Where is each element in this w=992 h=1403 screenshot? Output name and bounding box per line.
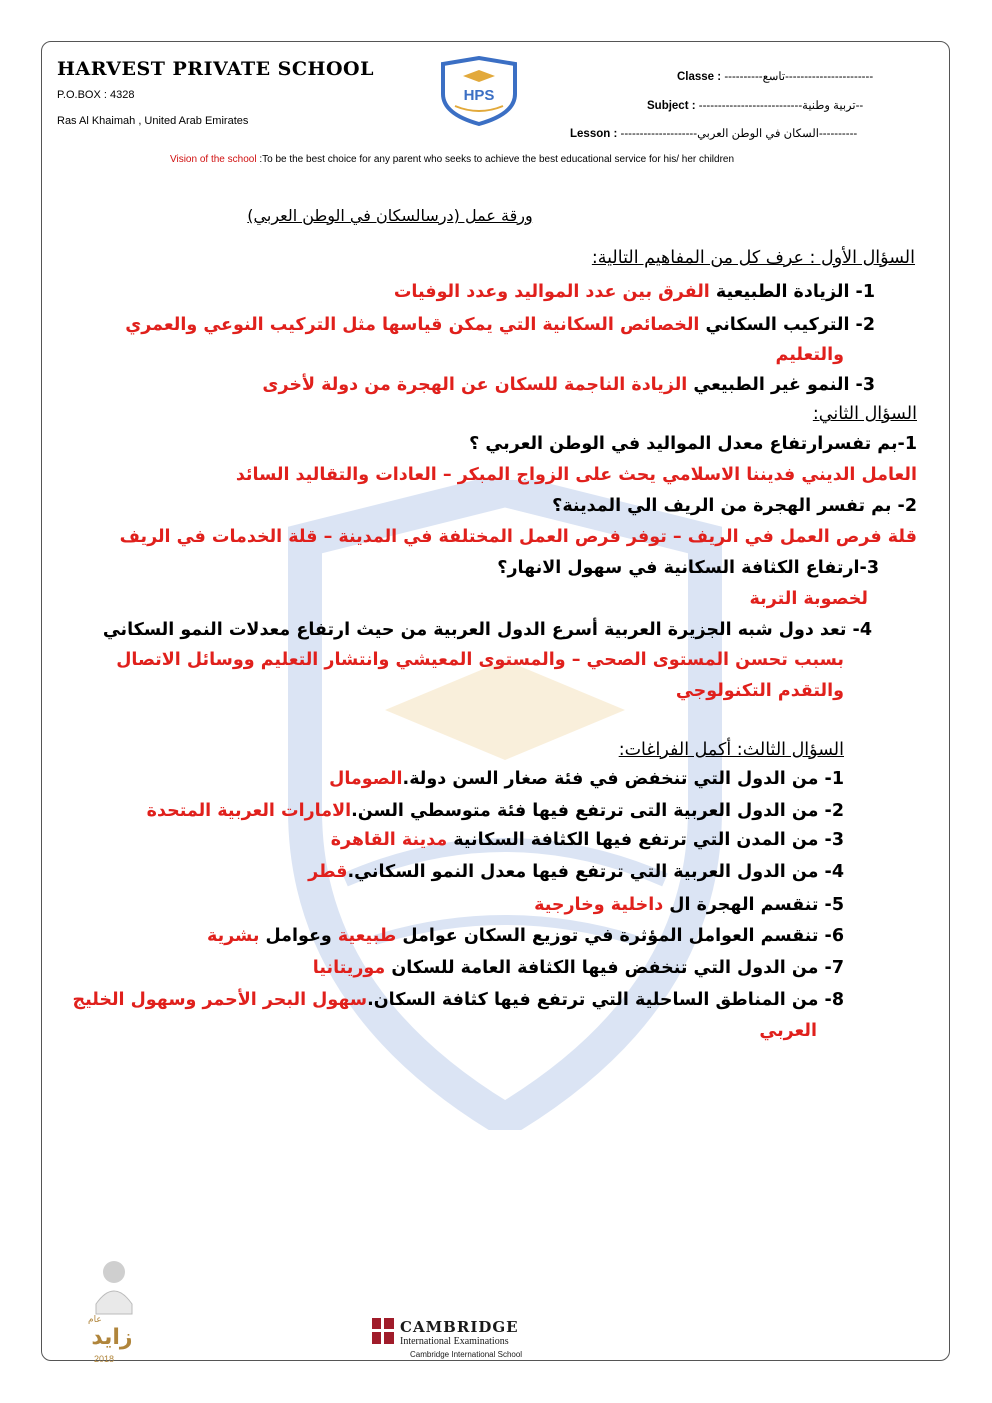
q1-item-2-answer: الخصائص السكانية التي يمكن قياسها مثل التركيب النوعي والعمري (125, 315, 700, 335)
q3-item-3-answer: مدينة القاهرة (330, 830, 448, 850)
q2-item-4-answer: بسبب تحسن المستوى الصحي – والمستوى المعيشي وانتشار التعليم ووسائل الاتصال (116, 650, 844, 670)
q3-item-1-text: 1- من الدول التي تنخفض في فئة صغار السن دولة. (402, 769, 844, 789)
q3-item-3 (331, 828, 844, 852)
q3-item-7-answer: موريتانيا (312, 958, 386, 978)
q1-item-3-term: 3- النمو غير الطبيعي (687, 375, 875, 395)
q3-item-6-answer: طبيعية (337, 926, 397, 946)
zayed-word: زايد (91, 1325, 133, 1350)
cambridge-school: Cambridge International School (410, 1350, 523, 1359)
lesson-value: --------------------السكان في الوطن العربي---------- (620, 128, 858, 140)
cambridge-logo-icon (370, 1316, 620, 1360)
q2-item-2-answer: قلة فرص العمل في الريف – توفر فرص العمل المختلفة في المدينة – قلة الخدمات في الريف (119, 527, 917, 547)
q2-item-3-answer: لخصوبة التربة (749, 589, 868, 609)
q1-item-2-answer-cont: والتعليم (775, 345, 844, 365)
school-address: Ras Al Khaimah , United Arab Emirates (57, 115, 249, 127)
q2-item-4-answer-cont: والتقدم التكنولوجي (675, 681, 844, 701)
q3-item-4 (308, 860, 844, 884)
lesson-label: Lesson : (570, 128, 618, 140)
zayed-year-label: عام (88, 1315, 102, 1325)
q3-item-5-text: 5- تنقسم الهجرة ال (663, 895, 844, 915)
zayed-year-logo-icon (82, 1256, 142, 1366)
q3-item-3-text: 3- من المدن التي ترتفع فيها الكثافة السكانية (447, 830, 844, 850)
q3-item-5 (534, 893, 844, 917)
school-name: HARVEST PRIVATE SCHOOL (57, 58, 374, 80)
q3-item-6 (207, 924, 844, 948)
class-value: ----------تاسع----------------------- (724, 71, 874, 83)
q3-item-1-answer: الصومال (329, 769, 403, 789)
q3-item-1 (329, 767, 844, 791)
q2-item-4-question: 4- تعد دول شبه الجزيرة العربية أسرع الدول العربية من حيث ارتفاع معدلات النمو السكاني (102, 620, 872, 640)
q3-item-2-text: 2- من الدول العربية التى ترتفع فيها فئة متوسطي السن. (351, 801, 844, 821)
q2-item-2-question: 2- بم تفسر الهجرة من الريف الي المدينة؟ (552, 496, 917, 516)
cambridge-subtitle: International Examinations (400, 1336, 509, 1347)
q3-item-2 (147, 799, 844, 823)
cambridge-title: CAMBRIDGE (400, 1318, 519, 1336)
q2-item-1-answer: العامل الديني فديننا الاسلامي يحث على الزواج المبكر – العادات والتقاليد السائد (235, 465, 917, 485)
q3-item-7 (313, 956, 844, 980)
school-pobox: P.O.BOX : 4328 (57, 89, 135, 101)
vision-label: Vision of the school (170, 154, 257, 165)
q1-heading: السؤال الأول : عرف كل من المفاهيم التالية: (591, 248, 915, 268)
q3-item-6-text: 6- تنقسم العوامل المؤثرة في توزيع السكان عوامل (396, 926, 844, 946)
logo-text: HPS (463, 87, 495, 104)
school-logo-icon (433, 56, 525, 126)
q3-item-6-answer2: بشرية (206, 926, 260, 946)
q2-heading: السؤال الثاني: (812, 404, 917, 424)
q1-item-1-term: 1- الزيادة الطبيعية (709, 282, 875, 302)
q3-item-6-text2: وعوامل (259, 926, 338, 946)
q3-item-8-answer-cont: العربي (759, 1021, 817, 1041)
class-field (677, 69, 873, 83)
q3-item-4-answer: قطر (308, 862, 348, 882)
q3-item-4-text: 4- من الدول العربية التي ترتفع فيها معدل النمو السكاني. (347, 862, 844, 882)
subject-field (647, 98, 863, 112)
q1-item-1 (394, 280, 875, 304)
vision-statement (170, 154, 734, 165)
worksheet-title: ورقة عمل (درسالسكان في الوطن العربي) (247, 206, 533, 225)
q3-heading: السؤال الثالث: أكمل الفراغات: (618, 740, 844, 760)
q3-item-5-answer: داخلية وخارجية (534, 895, 664, 915)
q3-item-8-answer: سهول البحر الأحمر وسهول الخليج (72, 990, 368, 1010)
subject-label: Subject : (647, 100, 696, 112)
vision-text: :To be the best choice for any parent who seeks to achieve the best educational service for his/ her children (256, 154, 735, 165)
zayed-year: 2018 (93, 1354, 115, 1364)
class-label: Classe : (677, 71, 722, 83)
lesson-field (570, 126, 857, 140)
q3-item-8-text: 8- من المناطق الساحلية التي ترتفع فيها كثافة السكان. (367, 990, 844, 1010)
q2-item-1-question: 1-بم تفسرارتفاع معدل المواليد في الوطن العربي ؟ (469, 434, 917, 454)
q3-item-2-answer: الامارات العربية المتحدة (146, 801, 352, 821)
q1-item-2-term: 2- التركيب السكاني (699, 315, 875, 335)
q3-item-8 (72, 988, 844, 1012)
q1-item-2 (125, 313, 875, 337)
q1-item-1-answer: الفرق بين عدد المواليد وعدد الوفيات (393, 282, 710, 302)
q1-item-3-answer: الزيادة الناجمة للسكان عن الهجرة من دولة لأخرى (262, 375, 688, 395)
subject-value: ---------------------------تربية وطنية-- (698, 100, 864, 112)
q3-item-7-text: 7- من الدول التي تنخفض فيها الكثافة العامة للسكان (385, 958, 844, 978)
q1-item-3 (262, 373, 875, 397)
q2-item-3-question: 3-ارتفاع الكثافة السكانية في سهول الانهار؟ (497, 558, 879, 578)
